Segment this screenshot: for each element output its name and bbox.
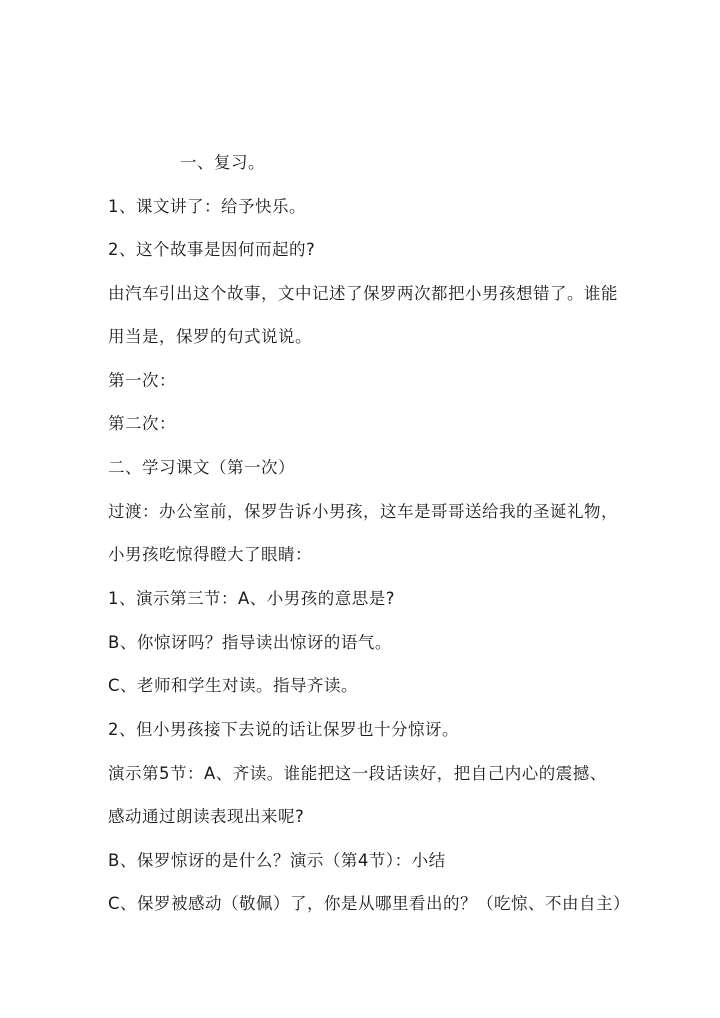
text-line: B、你惊讶吗？指导读出惊讶的语气。 — [108, 633, 392, 652]
text-line: 由汽车引出这个故事，文中记述了保罗两次都把小男孩想错了。谁能 — [108, 284, 618, 303]
text-line: 过渡：办公室前，保罗告诉小男孩，这车是哥哥送给我的圣诞礼物， — [108, 502, 618, 521]
text-line: C、保罗被感动（敬佩）了，你是从哪里看出的？（吃惊、不由自主） — [108, 894, 631, 913]
text-line: B、保罗惊讶的是什么？演示（第4节）：小结 — [108, 851, 446, 870]
section-heading-study: 二、学习课文（第一次） — [108, 458, 295, 477]
text-line: 第二次： — [108, 414, 176, 433]
text-line: 感动通过朗读表现出来呢? — [108, 807, 305, 826]
text-line: 1、演示第三节：A、小男孩的意思是? — [108, 589, 396, 608]
text-line: 小男孩吃惊得瞪大了眼睛： — [108, 545, 312, 564]
text-line: 1、课文讲了：给予快乐。 — [108, 197, 306, 216]
text-line: 演示第5节：A、齐读。谁能把这一段话读好，把自己内心的震撼、 — [108, 764, 607, 783]
section-heading-review: 一、复习。 — [180, 153, 265, 172]
text-line: 第一次： — [108, 371, 176, 390]
text-line: 用当是，保罗的句式说说。 — [108, 327, 312, 346]
text-line: C、老师和学生对读。指导齐读。 — [108, 676, 359, 695]
text-line: 2、这个故事是因何而起的? — [108, 240, 316, 259]
text-line: 2、但小男孩接下去说的话让保罗也十分惊讶。 — [108, 720, 459, 739]
